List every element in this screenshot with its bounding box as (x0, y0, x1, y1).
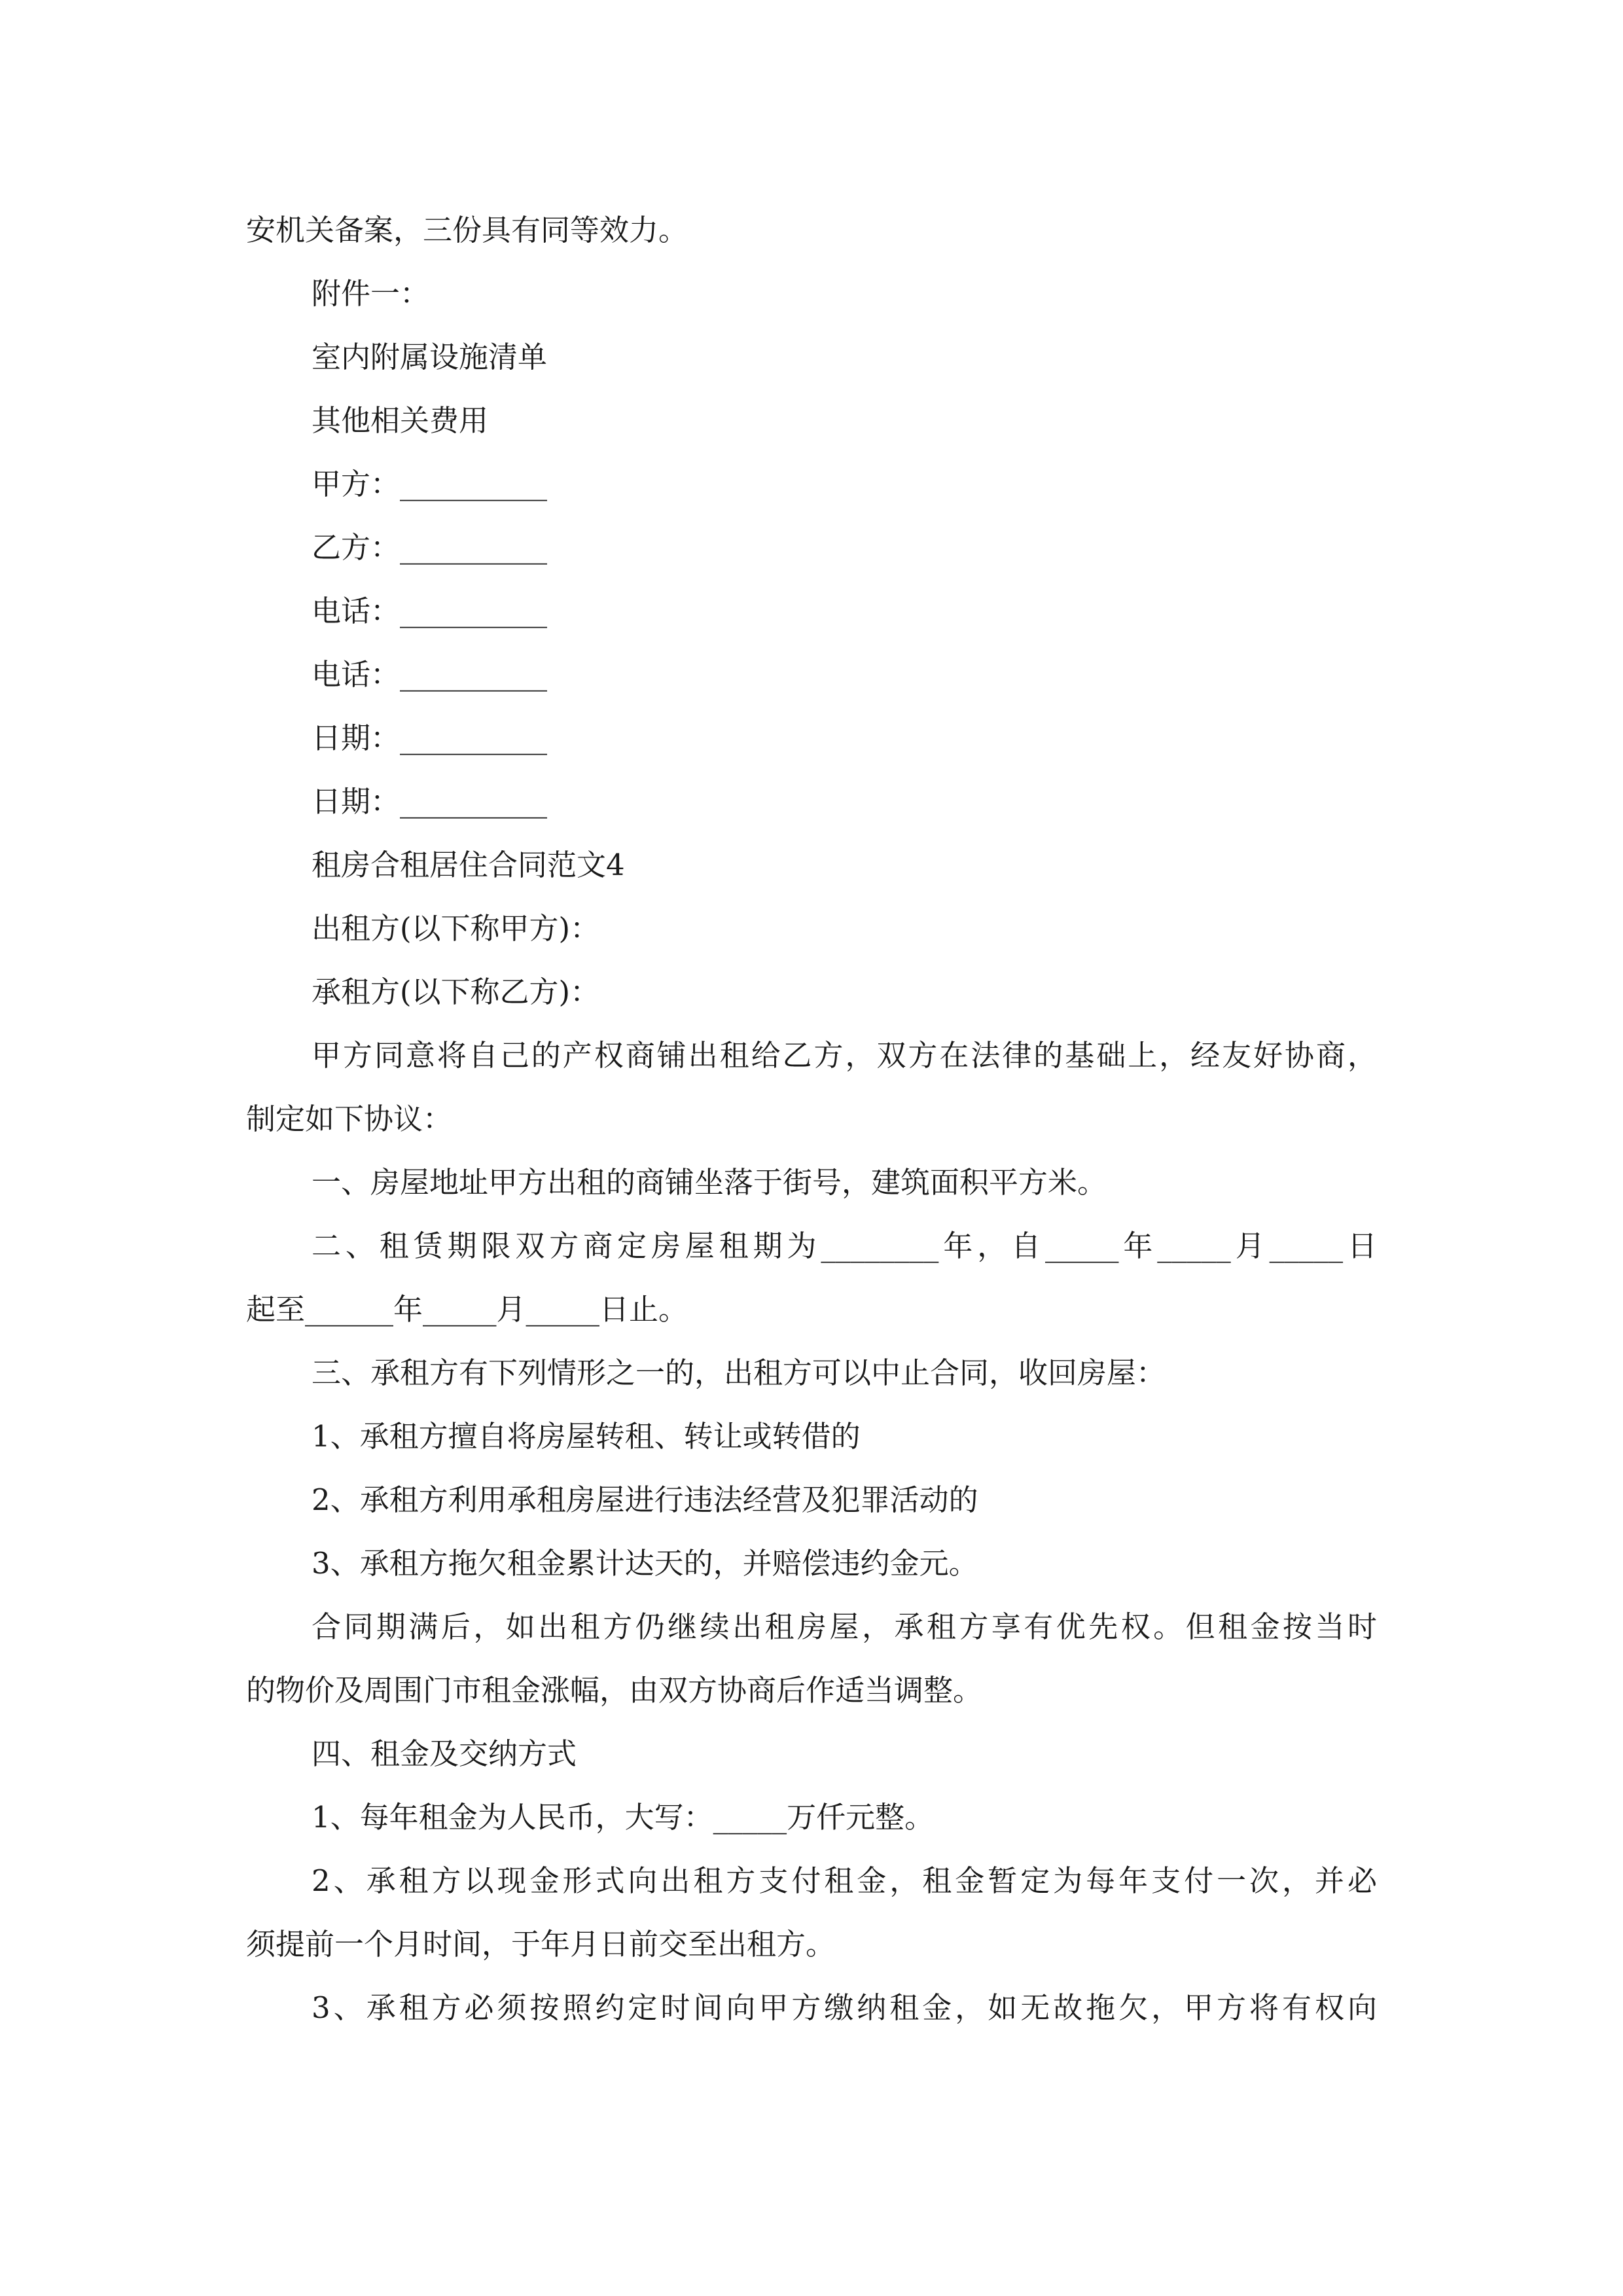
date-line: 日期：__________ (312, 721, 548, 755)
signature-party-a: 甲方：__________ (312, 467, 548, 501)
text-line: 其他相关费用 (312, 403, 489, 438)
list-item: 1、承租方擅自将房屋转租、转让或转借的 (312, 1419, 861, 1454)
text-line: 室内附属设施清单 (312, 340, 548, 374)
text-line: 出租方(以下称甲方)： (312, 911, 600, 946)
phone-line: 电话：__________ (312, 657, 548, 692)
clause-line: 起至______年_____月_____日止。 (246, 1292, 688, 1327)
list-item: 2、承租方以现金形式向出租方支付租金，租金暂定为每年支付一次，并必 (312, 1863, 1377, 1898)
clause-line: 三、承租方有下列情形之一的，出租方可以中止合同，收回房屋： (312, 1355, 1166, 1390)
list-item: 2、承租方利用承租房屋进行违法经营及犯罪活动的 (312, 1482, 978, 1517)
list-item: 须提前一个月时间，于年月日前交至出租方。 (246, 1927, 836, 1962)
list-item: 3、承租方必须按照约定时间向甲方缴纳租金，如无故拖欠，甲方将有权向 (312, 1990, 1377, 2025)
paragraph-line: 甲方同意将自己的产权商铺出租给乙方，双方在法律的基础上，经友好协商， (312, 1038, 1377, 1073)
paragraph-line: 合同期满后，如出租方仍继续出租房屋，承租方享有优先权。但租金按当时 (312, 1609, 1377, 1644)
clause-line: 二、租赁期限双方商定房屋租期为________年，自_____年_____月_____日 (312, 1229, 1377, 1263)
date-line: 日期：__________ (312, 784, 548, 819)
list-item: 1、每年租金为人民币，大写：_____万仟元整。 (312, 1800, 935, 1835)
text-line: 承租方(以下称乙方)： (312, 975, 600, 1009)
section-title: 租房合租居住合同范文4 (312, 848, 625, 882)
text-line: 附件一： (312, 276, 430, 311)
text-line: 安机关备案，三份具有同等效力。 (246, 213, 688, 247)
clause-line: 一、房屋地址甲方出租的商铺坐落于街号，建筑面积平方米。 (312, 1165, 1107, 1200)
paragraph-line: 制定如下协议： (246, 1102, 453, 1136)
signature-party-b: 乙方：__________ (312, 530, 548, 565)
section-heading: 四、租金及交纳方式 (312, 1736, 577, 1771)
phone-line: 电话：__________ (312, 594, 548, 628)
list-item: 3、承租方拖欠租金累计达天的，并赔偿违约金元。 (312, 1546, 978, 1581)
paragraph-line: 的物价及周围门市租金涨幅，由双方协商后作适当调整。 (246, 1673, 983, 1708)
